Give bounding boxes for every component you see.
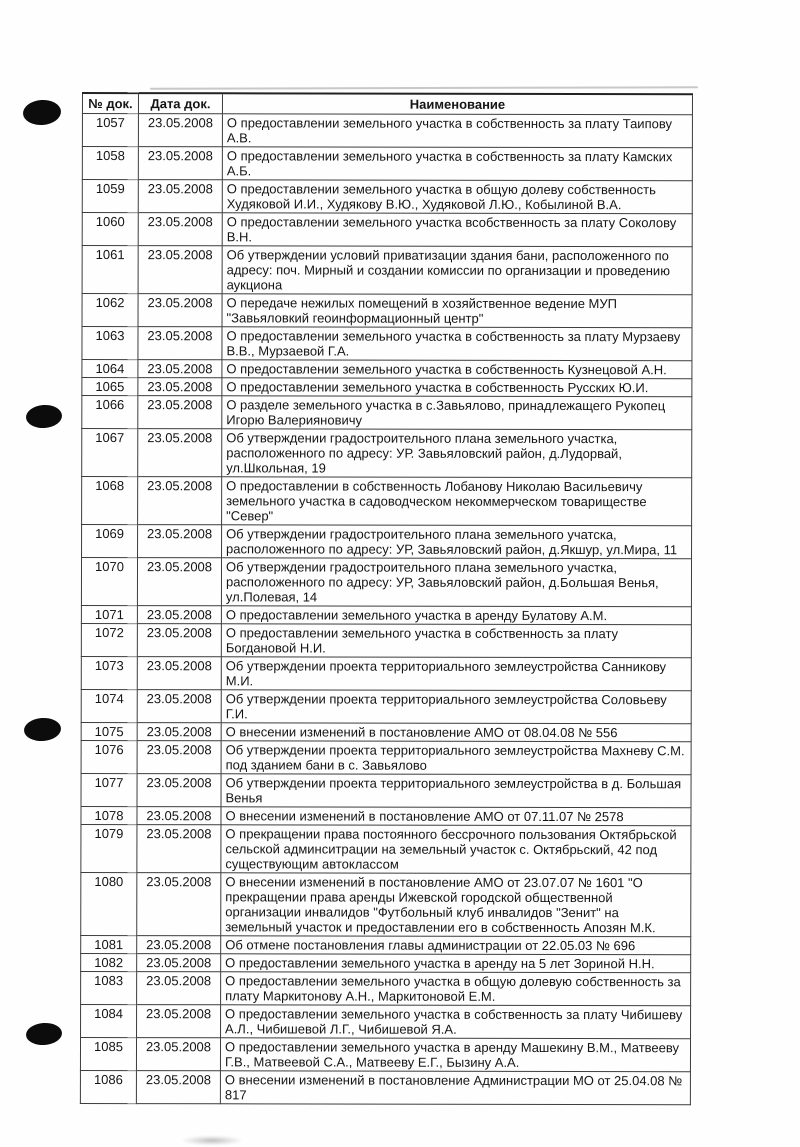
- table-row: [82, 294, 692, 328]
- doc-date-cell: 23.05.2008: [137, 1005, 221, 1038]
- doc-title-cell: О предоставлении земельного участка в общую долеву собственность Худяковой И.И., Худякову В.Ю., Худяковой Л.Ю., Кобылиной В.А.: [222, 180, 692, 214]
- doc-number-cell: 1061: [82, 246, 138, 294]
- doc-title-cell: О внесении изменений в постановление АМО от 07.11.07 № 2578: [221, 807, 691, 826]
- doc-title-cell: Об утверждении градостроительного плана земельного участка, расположенного по адресу: УР. Завьяловский район, д.Лудорвай, ул.Школьная, 19: [222, 429, 692, 478]
- table-row: [81, 1004, 691, 1038]
- table-header-row: [82, 93, 692, 115]
- col-header-doc-number: № док.: [82, 93, 138, 114]
- doc-date-cell: 23.05.2008: [137, 723, 221, 741]
- doc-number-cell: 1067: [82, 429, 138, 477]
- table-row: [81, 558, 691, 607]
- doc-title-cell: Об утверждении градостроительного плана земельного учатска, расположенного по адресу: УР, Завьяловский район, д.Якшур, ул.Мира, 11: [222, 525, 692, 559]
- table-row: [82, 147, 692, 181]
- doc-date-cell: 23.05.2008: [137, 624, 221, 657]
- doc-number-cell: 1071: [81, 605, 137, 623]
- doc-number-cell: 1057: [82, 114, 138, 147]
- doc-date-cell: 23.05.2008: [138, 294, 222, 327]
- table-row: [82, 360, 692, 379]
- doc-number-cell: 1064: [82, 360, 138, 378]
- document-registry-table: [80, 92, 693, 1105]
- doc-title-cell: О предоставлении земельного участка в собственность Кузнецовой А.Н.: [222, 360, 692, 379]
- table-row: [82, 378, 692, 397]
- doc-title-cell: О прекращении права постоянного бессрочного пользования Октябрьской сельской админситрации на земельный участок с. Октябрьский, 42 под существующим автоклассом: [221, 825, 691, 874]
- table-row: [82, 429, 692, 478]
- table-row: [81, 806, 691, 825]
- table-row: [81, 824, 691, 873]
- doc-date-cell: 23.05.2008: [137, 774, 221, 807]
- doc-title-cell: О предоставлении земельного участка в собственность за плату Богдановой Н.И.: [221, 624, 691, 658]
- table-row: [80, 1037, 690, 1071]
- doc-title-cell: О предоставлении земельного участка в аренду на 5 лет Зориной Н.Н.: [221, 954, 691, 973]
- col-header-doc-date: Дата док.: [138, 93, 222, 114]
- doc-title-cell: Об отмене постановления главы администрации от 22.05.03 № 696: [221, 936, 691, 955]
- doc-number-cell: 1063: [82, 327, 138, 360]
- doc-number-cell: 1078: [81, 806, 137, 824]
- table-row: [81, 722, 691, 741]
- table-row: [81, 656, 691, 690]
- doc-date-cell: 23.05.2008: [137, 690, 221, 723]
- doc-title-cell: О разделе земельного участка в с.Завьялово, принадлежащего Рукопец Игорю Валерияновичу: [222, 396, 692, 430]
- doc-title-cell: О предоставлении земельного участка в собственность за плату Таипову А.В.: [222, 114, 692, 148]
- doc-date-cell: 23.05.2008: [138, 114, 222, 147]
- doc-title-cell: О предоставлении земельного участка в собственность за плату Мурзаеву В.В., Мурзаевой Г.А.: [222, 327, 692, 361]
- doc-date-cell: 23.05.2008: [138, 360, 222, 378]
- doc-title-cell: Об утверждении проекта территориального землеустройства Соловьеву Г.И.: [221, 690, 691, 724]
- doc-date-cell: 23.05.2008: [138, 378, 222, 396]
- table-row: [81, 773, 691, 807]
- doc-title-cell: О предоставлении в собственность Лобанову Николаю Васильевичу земельного участка в садоводческом некоммерческом товариществе "Север": [222, 477, 692, 526]
- doc-title-cell: О предоставлении земельного участка в собственность за плату Чибишеву А.Л., Чибишевой Л.Г., Чибишевой Я.А.: [221, 1005, 691, 1039]
- doc-title-cell: Об утверждении проекта территориального землеустройства Санникову М.И.: [221, 657, 691, 691]
- doc-number-cell: 1070: [81, 558, 137, 606]
- doc-title-cell: О предоставлении земельного участка в аренду Булатову А.М.: [221, 606, 691, 625]
- doc-number-cell: 1085: [80, 1037, 136, 1070]
- doc-number-cell: 1060: [82, 213, 138, 246]
- col-header-doc-title: Наименование: [222, 93, 692, 114]
- doc-date-cell: 23.05.2008: [138, 525, 222, 558]
- doc-date-cell: 23.05.2008: [137, 807, 221, 825]
- doc-date-cell: 23.05.2008: [136, 1038, 220, 1071]
- punch-hole-mark: [22, 99, 62, 127]
- punch-hole-mark: [25, 1022, 62, 1046]
- doc-title-cell: О внесении изменений в постановление АМО от 08.04.08 № 556: [221, 723, 691, 742]
- doc-title-cell: Об утверждении условий приватизации здания бани, расположенного по адресу: поч. Мирный и создании комиссии по организации и проведению аукциона: [222, 246, 692, 295]
- table-row: [82, 213, 692, 247]
- doc-date-cell: 23.05.2008: [138, 327, 222, 360]
- doc-date-cell: 23.05.2008: [137, 936, 221, 954]
- doc-number-cell: 1066: [82, 396, 138, 429]
- doc-date-cell: 23.05.2008: [137, 606, 221, 624]
- doc-date-cell: 23.05.2008: [138, 246, 222, 294]
- doc-date-cell: 23.05.2008: [137, 657, 221, 690]
- doc-number-cell: 1068: [82, 477, 138, 525]
- table-row: [81, 953, 691, 972]
- scan-artifact-line: [150, 86, 698, 89]
- doc-number-cell: 1073: [81, 656, 137, 689]
- doc-number-cell: 1079: [81, 824, 137, 872]
- doc-date-cell: 23.05.2008: [138, 213, 222, 246]
- doc-number-cell: 1065: [82, 378, 138, 396]
- doc-title-cell: О передаче нежилых помещений в хозяйственное ведение МУП "Завьяловкий геоинформационный центр": [222, 294, 692, 328]
- table-body: [80, 114, 692, 1105]
- doc-date-cell: 23.05.2008: [138, 180, 222, 213]
- doc-number-cell: 1084: [81, 1004, 137, 1037]
- doc-title-cell: Об утверждении проекта территориального землеустройства Махневу С.М. под зданием бани в с. Завьялово: [221, 741, 691, 775]
- doc-title-cell: О предоставлении земельного участка в собственность Русских Ю.И.: [222, 378, 692, 397]
- table-header: [82, 93, 692, 115]
- doc-number-cell: 1076: [81, 740, 137, 773]
- table-row: [81, 623, 691, 657]
- doc-date-cell: 23.05.2008: [137, 873, 221, 936]
- doc-number-cell: 1083: [81, 971, 137, 1004]
- table-row: [82, 396, 692, 430]
- doc-date-cell: 23.05.2008: [138, 147, 222, 180]
- doc-date-cell: 23.05.2008: [138, 429, 222, 477]
- doc-number-cell: 1081: [81, 935, 137, 953]
- doc-title-cell: Об утверждении проекта территориального землеустройства в д. Большая Венья: [221, 774, 691, 808]
- doc-number-cell: 1059: [82, 180, 138, 213]
- doc-number-cell: 1082: [81, 953, 137, 971]
- doc-title-cell: О предоставлении земельного участка всобственность за плату Соколову В.Н.: [222, 213, 692, 247]
- doc-date-cell: 23.05.2008: [137, 825, 221, 873]
- doc-number-cell: 1077: [81, 773, 137, 806]
- doc-title-cell: Об утверждении градостроительного плана земельного участка, расположенного по адресу: УР, Завьяловский район, д.Большая Венья, ул.Полевая, 14: [221, 558, 691, 607]
- table-row: [81, 689, 691, 723]
- table-row: [82, 477, 692, 526]
- punch-hole-mark: [25, 404, 63, 429]
- doc-number-cell: 1080: [81, 872, 137, 935]
- table-row: [80, 1070, 690, 1104]
- doc-number-cell: 1072: [81, 623, 137, 656]
- doc-date-cell: 23.05.2008: [137, 558, 221, 606]
- doc-number-cell: 1069: [82, 525, 138, 558]
- doc-number-cell: 1058: [82, 147, 138, 180]
- doc-date-cell: 23.05.2008: [138, 396, 222, 429]
- table-row: [81, 605, 691, 624]
- table-row: [82, 180, 692, 214]
- table-row: [81, 971, 691, 1005]
- doc-date-cell: 23.05.2008: [138, 477, 222, 525]
- table-row: [82, 246, 692, 295]
- table-row: [81, 935, 691, 954]
- doc-title-cell: О предоставлении земельного участка в общую долевую собственность за плату Маркитонову А.Н., Маркитоновой Е.М.: [221, 972, 691, 1006]
- table-row: [82, 327, 692, 361]
- table-row: [82, 525, 692, 559]
- doc-date-cell: 23.05.2008: [137, 954, 221, 972]
- doc-date-cell: 23.05.2008: [137, 972, 221, 1005]
- doc-number-cell: 1062: [82, 294, 138, 327]
- doc-title-cell: О предоставлении земельного участка в собственность за плату Камских А.Б.: [222, 147, 692, 181]
- doc-number-cell: 1075: [81, 722, 137, 740]
- doc-date-cell: 23.05.2008: [136, 1071, 220, 1104]
- doc-title-cell: О внесении изменений в постановление Администрации МО от 25.04.08 № 817: [220, 1071, 690, 1105]
- table-row: [81, 872, 691, 936]
- scan-smudge: [183, 1136, 241, 1145]
- table-row: [82, 114, 692, 148]
- doc-number-cell: 1086: [80, 1070, 136, 1103]
- table-row: [81, 740, 691, 774]
- punch-hole-mark: [23, 717, 62, 743]
- doc-date-cell: 23.05.2008: [137, 741, 221, 774]
- doc-title-cell: О внесении изменений в постановление АМО от 23.07.07 № 1601 "О прекращении права аренды Ижевской городской общественной организации инвалидов "Футбольный клуб инвалидов "Зенит" на земельный участок и предоставлении его в собственность Апозян М.К.: [221, 873, 691, 937]
- doc-title-cell: О предоставлении земельного участка в аренду Машекину В.М., Матвееву Г.В., Матвеевой С.А., Матвееву Е.Г., Бызину А.А.: [220, 1038, 690, 1072]
- doc-number-cell: 1074: [81, 689, 137, 722]
